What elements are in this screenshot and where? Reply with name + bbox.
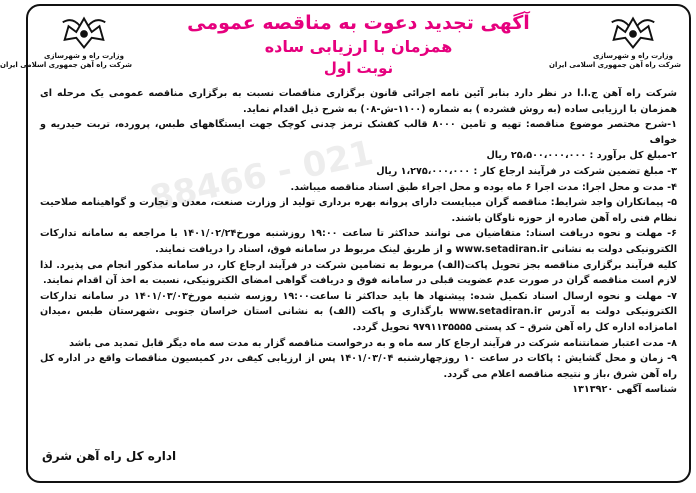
tender-notice xyxy=(0,4,691,483)
item-guarantee: ۳- مبلغ تضمین شرکت در فرآیند ارجاع کار : ۱،۲۷۵،۰۰۰،۰۰۰ ریال xyxy=(376,165,677,177)
watermark: 021 - 88466 xyxy=(146,132,377,220)
railway-logo-left xyxy=(0,12,132,70)
ad-id: شناسه آگهی ۱۳۱۳۹۲۰ xyxy=(572,384,677,396)
item-estimate: ۲-مبلغ کل برآورد : ۲۵،۵۰۰،۰۰۰،۰۰۰ ریال xyxy=(486,150,677,162)
notice-round: نوبت اول xyxy=(323,59,394,77)
railway-logo-right xyxy=(549,12,681,70)
item-eligibility: ۵- پیمانکاران واجد شرایط: مناقصه گران میبایست دارای پروانه بهره برداری تولید از وزارت صنعت، معدن و تجارت و گواهینامه صلاحیت نظام فنی راه آهن صادره از حوزه ناوگان باشند. xyxy=(40,197,677,224)
item-submission: ۷- مهلت و نحوه ارسال اسناد تکمیل شده: پیشنهاد ها باید حداکثر تا ساعت۱۹:۰۰ روزسه شنبه مورخ۱۴۰۱/۰۳/۰۳ در سامانه تدارکات الکترونیکی دولت به آدرس www.setadiran.ir بارگذاری و پاکت (الف) به نشانی استان خراسان جنوبی ،شهرستان طبس ،میدان امامزاده اداره کل راه آهن شرق – کد پستی ۹۷۹۱۱۳۵۵۵۵ تحویل گردد. xyxy=(40,290,677,333)
intro-paragraph: شرکت راه آهن ج.ا.ا در نظر دارد بنابر آئین نامه اجرائی قانون برگزاری مناقصات نسبت به برگزاری مناقصه عمومی یک مرحله ای همزمان با ارزیابی ساده (به روش فشرده ) به شماره (۱۱۰۰-ش-۰۸) به شرح ذیل اقدام نماید. xyxy=(40,88,677,115)
item-duration: ۴- مدت و محل اجرا: مدت اجرا ۶ ماه بوده و محل اجراء طبق اسناد مناقصه میباشد. xyxy=(290,181,677,193)
logo-company-text: شرکت راه آهن جمهوری اسلامی ایران xyxy=(0,61,132,69)
notice-subtitle: همزمان با ارزیابی ساده xyxy=(264,37,453,56)
notice-header xyxy=(138,10,579,78)
notice-title: آگهی تجدید دعوت به مناقصه عمومی xyxy=(187,12,530,34)
logo-ministry-text: وزارت راه و شهرسازی xyxy=(44,52,124,60)
issuer-signature: اداره کل راه آهن شرق xyxy=(42,449,177,463)
logo-company-text: شرکت راه آهن جمهوری اسلامی ایران xyxy=(549,61,681,69)
item-opening: ۹- زمان و محل گشایش : پاکات در ساعت ۱۰ روزچهارشنبه ۱۴۰۱/۰۳/۰۴ پس از ارزیابی کیفی ،در کمیسیون مناقصات واقع در اداره کل راه آهن شرق ،باز و نتیجه مناقصه اعلام می گردد. xyxy=(40,353,677,380)
process-paragraph: کلیه فرآیند برگزاری مناقصه بجز تحویل پاکت(الف) مربوط به تضامین شرکت در فرآیند ارجاع کار، در سامانه مذکور انجام می پذیرد. لذا لازم است مناقصه گران در صورت عدم عضویت قبلی در سامانه فوق و دریافت گواهی امضای الکترونیکی، نسبت به اخذ آن اقدام نمایند. xyxy=(40,259,677,287)
railway-emblem-icon xyxy=(55,12,113,52)
railway-emblem-icon xyxy=(604,12,662,52)
item-document-deadline: ۶- مهلت و نحوه دریافت اسناد: متقاضیان می توانند حداکثر تا ساعت ۱۹:۰۰ روزشنبه مورخ۱۴۰۱/۰۲/۲۴ با مراجعه به سامانه تدارکات الکترونیکی دولت به نشانی www.setadiran.ir و از طریق لینک مربوط در سامانه فوق، اسناد را دریافت نمایند. xyxy=(40,228,677,255)
notice-body xyxy=(40,86,677,398)
item-validity: ۸- مدت اعتبار ضمانتنامه شرکت در فرآیند ارجاع کار سه ماه و به درخواست مناقصه گزار به مدت سه ماه دیگر قابل تمدید می باشد xyxy=(69,337,677,349)
logo-ministry-text: وزارت راه و شهرسازی xyxy=(593,52,673,60)
item-subject: ۱-شرح مختصر موضوع مناقصه: تهیه و تامین ۸۰۰۰ قالب کفشک ترمز چدنی کوچک جهت ایستگاههای طبس، پرورده، تربت حیدریه و خواف xyxy=(40,119,677,146)
